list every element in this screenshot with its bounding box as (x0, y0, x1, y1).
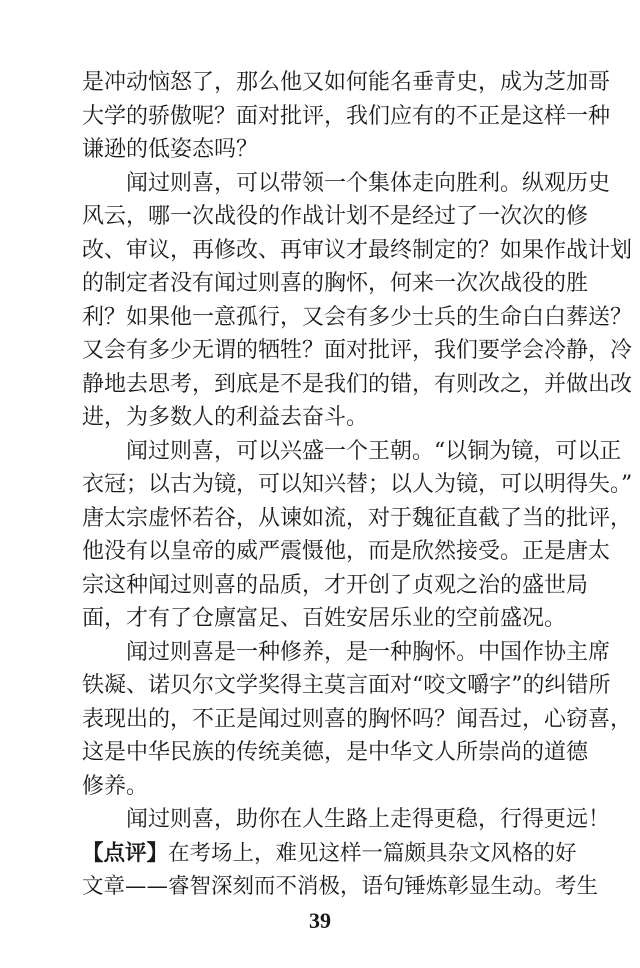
text-line: 他没有以皇帝的威严震慑他，而是欣然接受。正是唐太 (82, 539, 611, 564)
comment-label: 【点评】 (82, 840, 169, 866)
paragraph (82, 636, 633, 804)
text-line: 改、审议，再修改、再审议才最终制定的？如果作战计划 (82, 237, 633, 263)
comment-text: 在考场上，难见这样一篇颇具杂文风格的好 (168, 840, 577, 866)
paragraph (82, 803, 611, 837)
text-line: 宗这种闻过则喜的品质，才开创了贞观之治的盛世局 (82, 572, 589, 598)
text-line: 这是中华民族的传统美德，是中华文人所崇尚的道德 (82, 740, 589, 765)
commentary (82, 837, 599, 904)
text-line: 衣冠；以古为镜，可以知兴替；以人为镜，可以明得失。” (82, 472, 633, 497)
text-line: 是冲动恼怒了，那么他又如何能名垂青史，成为芝加哥 (82, 70, 611, 95)
page-number: 39 (309, 908, 331, 933)
text-line: 闻过则喜，助你在人生路上走得更稳，行得更远！ (126, 807, 611, 832)
text-line: 静地去思考，到底是不是我们的错，有则改之，并做出改 (82, 371, 633, 397)
text-line: 铁凝、诺贝尔文学奖得主莫言面对“咬文嚼字”的纠错所 (82, 673, 611, 698)
paragraph (82, 66, 611, 167)
comment-line (82, 837, 577, 871)
essay-body (82, 66, 633, 904)
text-line: 闻过则喜，可以带领一个集体走向胜利。纵观历史 (126, 170, 611, 196)
text-line: 闻过则喜是一种修养，是一种胸怀。中国作协主席 (126, 639, 611, 665)
paragraph (82, 435, 633, 636)
comment-line: 文章——睿智深刻而不消极，语句锤炼彰显生动。考生 (82, 874, 599, 899)
text-line: 利？如果他一意孤行，又会有多少士兵的生命白白葬送？ (82, 304, 633, 330)
text-line: 又会有多少无谓的牺牲？面对批评，我们要学会冷静，冷 (82, 338, 633, 363)
text-line: 风云，哪一次战役的作战计划不是经过了一次次的修 (82, 204, 589, 229)
text-line: 闻过则喜，可以兴盛一个王朝。“以铜为镜，可以正 (126, 438, 622, 464)
text-line: 大学的骄傲呢？面对批评，我们应有的不正是这样一种 (82, 103, 611, 129)
text-line: 面，才有了仓廪富足、百姓安居乐业的空前盛况。 (82, 606, 567, 631)
text-line: 修养。 (82, 773, 149, 799)
text-line: 谦逊的低姿态吗？ (82, 137, 259, 162)
paragraph (82, 167, 633, 435)
text-line: 进，为多数人的利益去奋斗。 (82, 405, 369, 430)
text-line: 表现出的，不正是闻过则喜的胸怀吗？闻吾过，心窃喜， (82, 706, 633, 732)
text-line: 唐太宗虚怀若谷，从谏如流，对于魏征直截了当的批评， (82, 505, 633, 531)
text-line: 的制定者没有闻过则喜的胸怀，何来一次次战役的胜 (82, 271, 589, 296)
